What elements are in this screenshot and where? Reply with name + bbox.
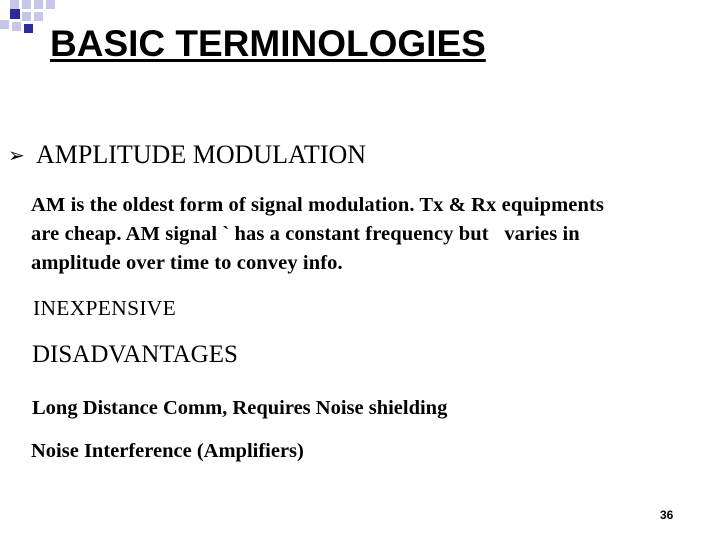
bullet-row — [8, 138, 366, 172]
am-description — [31, 191, 711, 278]
disadvantages-heading: DISADVANTAGES — [32, 341, 238, 368]
paragraph-line: amplitude over time to convey info. — [31, 252, 343, 274]
slide-title: BASIC TERMINOLOGIES — [50, 23, 486, 64]
disadvantage-item: Noise Interference (Amplifiers) — [31, 440, 304, 462]
bullet-heading: AMPLITUDE MODULATION — [36, 140, 367, 169]
paragraph-line: are cheap. AM signal ` has a constant frequency but varies in — [31, 223, 580, 245]
disadvantage-item: Long Distance Comm, Requires Noise shielding — [32, 397, 448, 419]
advantage-text: INEXPENSIVE — [33, 296, 177, 320]
arrow-check-bullet-icon: ➢ — [8, 143, 25, 167]
paragraph-line: AM is the oldest form of signal modulation. Tx & Rx equipments — [31, 194, 605, 216]
page-number: 36 — [660, 508, 674, 522]
